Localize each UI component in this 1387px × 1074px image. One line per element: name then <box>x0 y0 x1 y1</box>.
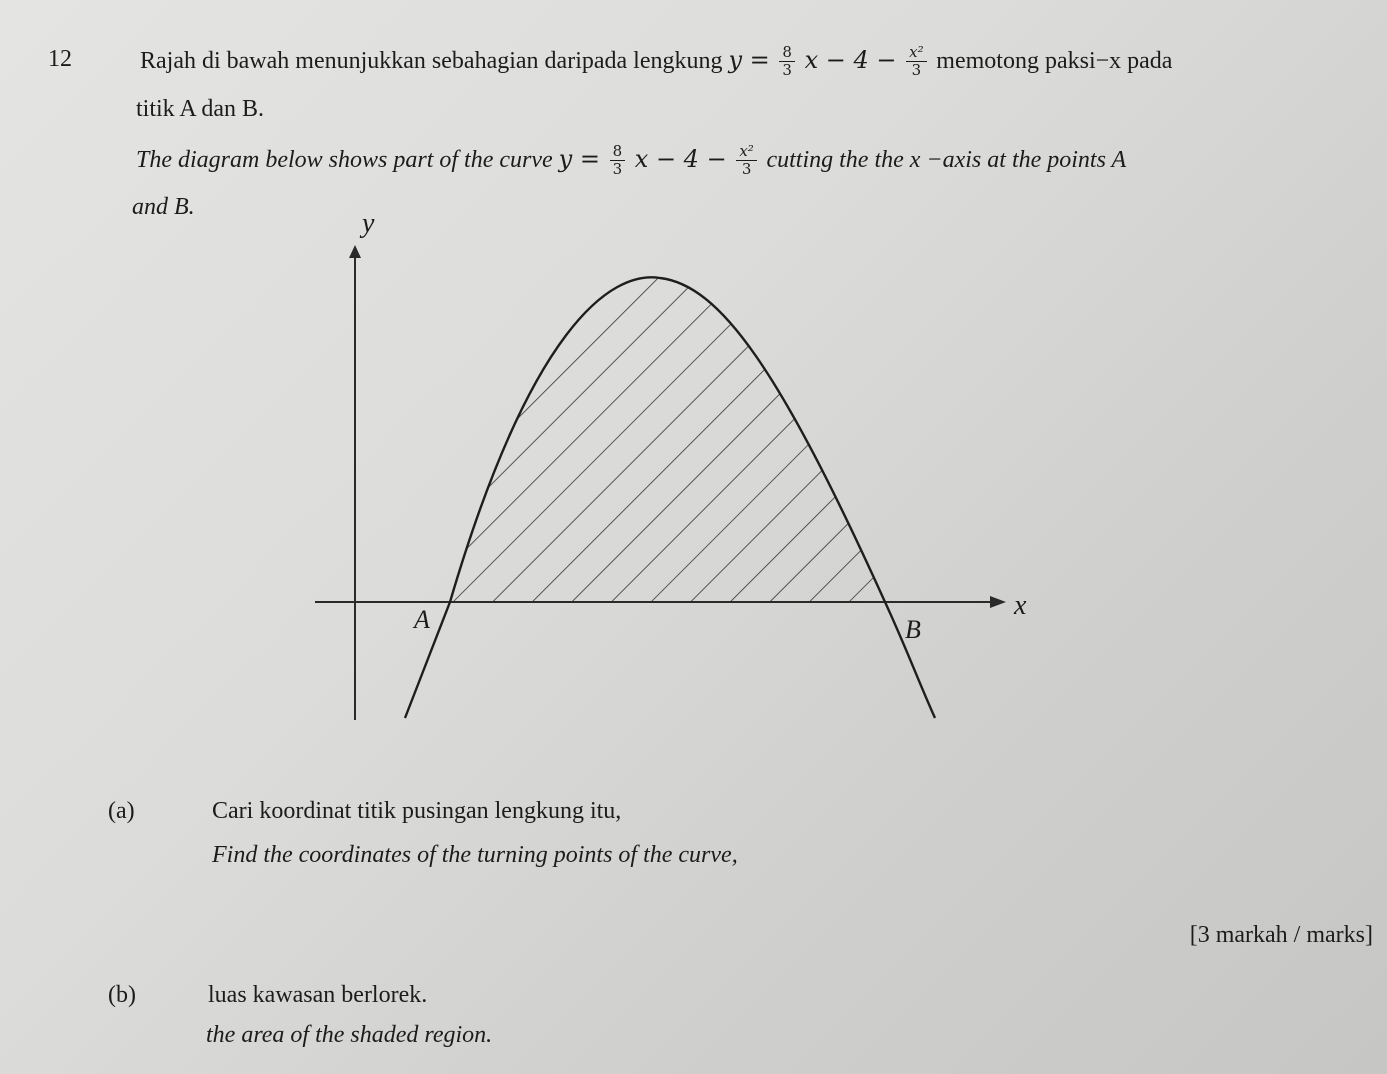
equation-mid: x − 4 − <box>804 46 897 74</box>
shaded-region <box>450 277 885 602</box>
question-number: 12 <box>48 46 72 72</box>
part-b-malay: luas kawasan berlorek. <box>208 982 428 1008</box>
equation-mid-en: x − 4 − <box>634 145 727 173</box>
part-a-malay: Cari koordinat titik pusingan lengkung itu, <box>212 798 622 824</box>
equation-frac1-en: $\frac{8}{3}$ <box>610 143 626 178</box>
point-b-label: B <box>905 615 921 644</box>
part-b-english: the area of the shaded region. <box>206 1022 493 1048</box>
malay-statement-post: memotong paksi−x pada <box>936 48 1173 74</box>
english-statement-line1 <box>136 143 1126 178</box>
equation-english <box>558 142 767 178</box>
malay-statement-line2: titik A dan B. <box>136 96 265 122</box>
english-statement-post: cutting the the x −axis at the points A <box>766 147 1127 173</box>
equation-malay <box>728 43 936 79</box>
equation-frac2: $\frac{\text{x²}}{3}$ <box>906 44 926 79</box>
part-b-label: (b) <box>108 982 136 1008</box>
part-a-english: Find the coordinates of the turning points of the curve, <box>212 842 738 868</box>
x-axis-arrow <box>990 596 1006 608</box>
curve-diagram <box>300 200 1060 730</box>
part-a-label: (a) <box>108 798 135 824</box>
y-axis-arrow <box>349 245 361 258</box>
y-axis-label: y <box>362 208 375 239</box>
x-axis-label: x <box>1014 590 1027 621</box>
equation-frac1: $\frac{8}{3}$ <box>779 44 795 79</box>
part-a-marks: [3 markah / marks] <box>1189 922 1373 948</box>
malay-statement-pre: Rajah di bawah menunjukkan sebahagian daripada lengkung <box>140 48 723 74</box>
malay-statement-line1 <box>140 44 1172 79</box>
equation-frac2-en: $\frac{\text{x²}}{3}$ <box>736 143 756 178</box>
equation-lhs-en: y = <box>558 145 600 173</box>
equation-lhs: y = <box>728 46 770 74</box>
english-statement-pre: The diagram below shows part of the curve <box>136 147 553 173</box>
english-statement-line2: and B. <box>132 194 195 220</box>
point-a-label: A <box>414 605 430 634</box>
